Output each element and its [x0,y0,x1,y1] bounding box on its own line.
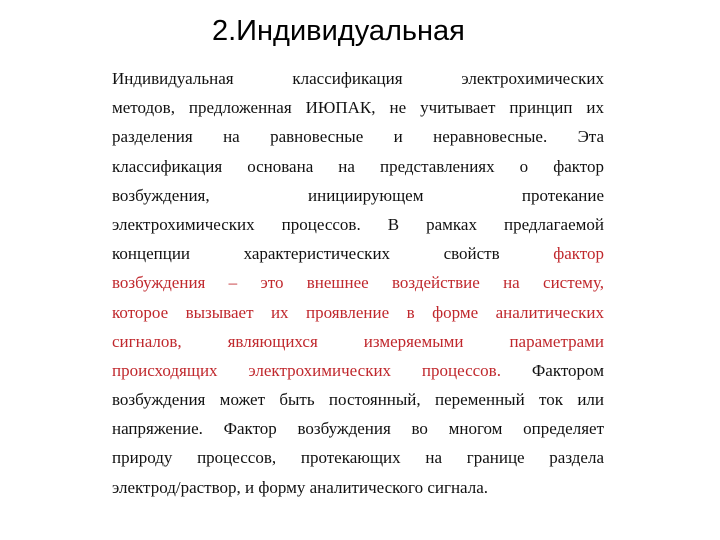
paragraph-line: возбуждения, инициирующем протекание [112,185,604,205]
highlight-term: фактор [553,244,604,264]
paragraph-line-highlight: которое вызывает их проявление в форме аналитических [112,302,604,322]
paragraph-line: природу процессов, протекающих на границе раздела [112,448,604,468]
highlight-segment: происходящих электрохимических процессов. [112,360,501,380]
paragraph-line: Индивидуальная классификация электрохимических [112,69,604,88]
paragraph-line: электрохимических процессов. В рамках предлагаемой [112,214,604,234]
paragraph-line: электрод/раствор, и форму аналитического сигнала. [112,477,489,497]
slide-title: 2.Индивидуальная [212,15,465,47]
paragraph-line-mixed [112,239,604,268]
paragraph-line: напряжение. Фактор возбуждения во многом определяет [112,419,604,439]
paragraph-line: возбуждения может быть постоянный, переменный ток или [112,390,604,410]
paragraph-line-mixed [112,356,604,385]
paragraph-line-highlight: возбуждения – это внешнее воздействие на систему, [112,273,604,293]
paragraph-line: методов, предложенная ИЮПАК, не учитывает принцип их [112,98,604,118]
line-segment-black: концепции характеристических свойств [112,244,500,264]
paragraph-line: классификация основана на представлениях о фактор [112,156,604,176]
line-segment-black: Фактором [531,360,604,380]
body-paragraph [112,64,604,502]
paragraph-line: разделения на равновесные и неравновесные. Эта [112,127,604,147]
paragraph-line-highlight: сигналов, являющихся измеряемыми параметрами [112,331,604,351]
